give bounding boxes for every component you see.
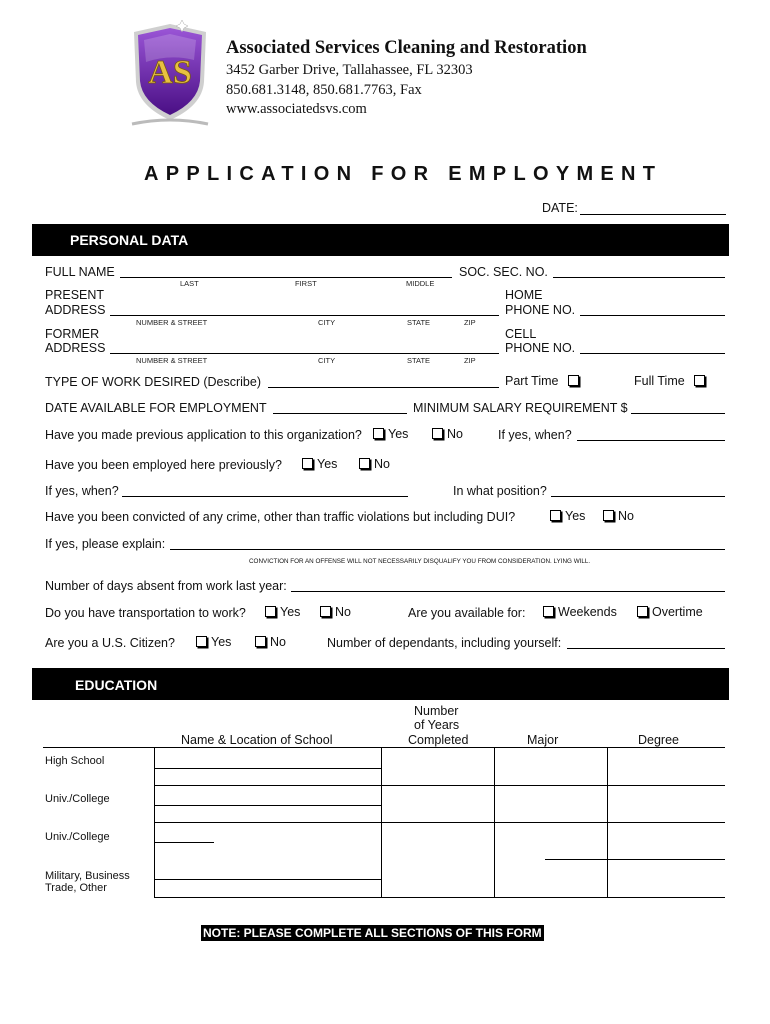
row-line bbox=[154, 822, 725, 823]
date-available-label: DATE AVAILABLE FOR EMPLOYMENT bbox=[45, 401, 267, 415]
min-salary-field[interactable] bbox=[631, 413, 725, 414]
part-time-checkbox[interactable] bbox=[568, 375, 579, 386]
citizen-label: Are you a U.S. Citizen? bbox=[45, 636, 175, 650]
sub-street: NUMBER & STREET bbox=[136, 356, 208, 365]
present-address-label: ADDRESS bbox=[45, 303, 106, 317]
home-phone-field[interactable] bbox=[580, 315, 725, 316]
yes-label: Yes bbox=[211, 635, 232, 649]
sub-city: CITY bbox=[318, 356, 336, 365]
dependants-label: Number of dependants, including yourself: bbox=[327, 636, 562, 650]
col-divider bbox=[607, 747, 608, 898]
row-label-military: Military, Business bbox=[45, 870, 130, 882]
yes-label: Yes bbox=[317, 457, 338, 471]
row-label-college-2: Univ./College bbox=[45, 831, 110, 843]
row-line bbox=[545, 859, 725, 860]
former-address-field[interactable] bbox=[110, 353, 499, 354]
transportation-label: Do you have transportation to work? bbox=[45, 606, 246, 620]
col-school-header: Name & Location of School bbox=[181, 733, 333, 747]
col-years-header-3: Completed bbox=[408, 733, 469, 747]
full-name-field[interactable] bbox=[120, 277, 452, 278]
no-label: No bbox=[447, 427, 463, 441]
citizen-yes-checkbox[interactable] bbox=[196, 636, 207, 647]
home-label: HOME bbox=[505, 288, 543, 302]
present-label: PRESENT bbox=[45, 288, 105, 302]
overtime-checkbox[interactable] bbox=[637, 606, 648, 617]
employed-when-field[interactable] bbox=[122, 496, 408, 497]
employed-when-label: If yes, when? bbox=[45, 484, 119, 498]
citizen-no-checkbox[interactable] bbox=[255, 636, 266, 647]
school-line bbox=[154, 842, 214, 843]
company-address: 3452 Garber Drive, Tallahassee, FL 32303 bbox=[226, 62, 473, 78]
sub-street: NUMBER & STREET bbox=[136, 318, 208, 327]
table-bottom-line bbox=[154, 897, 725, 898]
employed-before-no-checkbox[interactable] bbox=[359, 458, 370, 469]
convicted-no[interactable] bbox=[603, 509, 634, 523]
personal-data-header bbox=[32, 224, 729, 256]
transportation-yes-checkbox[interactable] bbox=[265, 606, 276, 617]
citizen-no[interactable] bbox=[255, 635, 286, 649]
education-header bbox=[32, 668, 729, 700]
completion-note: NOTE: PLEASE COMPLETE ALL SECTIONS OF THIS FORM bbox=[203, 926, 542, 940]
cell-phone-label: PHONE NO. bbox=[505, 341, 576, 355]
sub-zip: ZIP bbox=[464, 356, 476, 365]
convicted-no-checkbox[interactable] bbox=[603, 510, 614, 521]
sub-state: STATE bbox=[407, 318, 431, 327]
overtime-option[interactable] bbox=[637, 605, 703, 619]
work-type-label: TYPE OF WORK DESIRED (Describe) bbox=[45, 375, 261, 389]
full-time-label: Full Time bbox=[634, 374, 685, 388]
overtime-label: Overtime bbox=[652, 605, 703, 619]
transportation-no-checkbox[interactable] bbox=[320, 606, 331, 617]
sub-state: STATE bbox=[407, 356, 431, 365]
company-name: Associated Services Cleaning and Restoration bbox=[226, 38, 587, 58]
yes-label: Yes bbox=[565, 509, 586, 523]
company-logo bbox=[124, 20, 216, 130]
weekends-checkbox[interactable] bbox=[543, 606, 554, 617]
days-absent-label: Number of days absent from work last year: bbox=[45, 579, 287, 593]
transportation-no[interactable] bbox=[320, 605, 351, 619]
convicted-yes-checkbox[interactable] bbox=[550, 510, 561, 521]
sub-last: LAST bbox=[180, 279, 199, 288]
date-available-field[interactable] bbox=[273, 413, 407, 414]
transportation-yes[interactable] bbox=[265, 605, 300, 619]
education-title: EDUCATION bbox=[75, 677, 158, 693]
dependants-field[interactable] bbox=[567, 648, 725, 649]
employed-before-label: Have you been employed here previously? bbox=[45, 458, 282, 472]
position-field[interactable] bbox=[551, 496, 725, 497]
date-field[interactable] bbox=[580, 214, 726, 215]
days-absent-field[interactable] bbox=[291, 591, 725, 592]
no-label: No bbox=[618, 509, 634, 523]
position-label: In what position? bbox=[453, 484, 547, 498]
sub-first: FIRST bbox=[295, 279, 317, 288]
row-label-military-2: Trade, Other bbox=[45, 882, 107, 894]
ssn-field[interactable] bbox=[553, 277, 725, 278]
employed-before-no[interactable] bbox=[359, 457, 390, 471]
col-major-header: Major bbox=[527, 733, 559, 747]
sub-zip: ZIP bbox=[464, 318, 476, 327]
company-website: www.associatedsvs.com bbox=[226, 101, 367, 117]
school-line bbox=[154, 879, 381, 880]
prev-application-no-checkbox[interactable] bbox=[432, 428, 443, 439]
prev-application-when-field[interactable] bbox=[577, 440, 725, 441]
part-time-label: Part Time bbox=[505, 374, 559, 388]
employed-before-yes[interactable] bbox=[302, 457, 337, 471]
prev-application-no[interactable] bbox=[432, 427, 463, 441]
table-top-line bbox=[43, 747, 725, 748]
company-phones: 850.681.3148, 850.681.7763, Fax bbox=[226, 82, 422, 98]
sub-middle: MIDDLE bbox=[406, 279, 435, 288]
personal-data-title: PERSONAL DATA bbox=[70, 232, 189, 248]
row-label-high-school: High School bbox=[45, 755, 105, 767]
convicted-yes[interactable] bbox=[550, 509, 585, 523]
row-line bbox=[154, 785, 725, 786]
no-label: No bbox=[374, 457, 390, 471]
citizen-yes[interactable] bbox=[196, 635, 231, 649]
weekends-label: Weekends bbox=[558, 605, 617, 619]
convicted-label: Have you been convicted of any crime, other than traffic violations but including DUI? bbox=[45, 510, 516, 524]
conviction-note: CONVICTION FOR AN OFFENSE WILL NOT NECESSARILY DISQUALIFY YOU FROM CONSIDERATION. LYING WILL. bbox=[249, 558, 591, 565]
explain-label: If yes, please explain: bbox=[45, 537, 166, 551]
cell-phone-field[interactable] bbox=[580, 353, 725, 354]
home-phone-label: PHONE NO. bbox=[505, 303, 576, 317]
prev-application-yes[interactable] bbox=[373, 427, 408, 441]
present-address-field[interactable] bbox=[110, 315, 499, 316]
no-label: No bbox=[335, 605, 351, 619]
school-line bbox=[154, 805, 381, 806]
prev-application-when-label: If yes, when? bbox=[498, 428, 572, 442]
explain-field[interactable] bbox=[170, 549, 725, 550]
part-time-option[interactable] bbox=[505, 374, 583, 388]
ssn-label: SOC. SEC. NO. bbox=[459, 265, 548, 279]
available-for-label: Are you available for: bbox=[408, 606, 526, 620]
full-time-checkbox[interactable] bbox=[694, 375, 705, 386]
col-years-header-1: Number bbox=[414, 704, 459, 718]
prev-application-yes-checkbox[interactable] bbox=[373, 428, 384, 439]
min-salary-label: MINIMUM SALARY REQUIREMENT $ bbox=[413, 401, 628, 415]
form-title: APPLICATION FOR EMPLOYMENT bbox=[144, 163, 663, 185]
former-address-label: ADDRESS bbox=[45, 341, 106, 355]
cell-label: CELL bbox=[505, 327, 537, 341]
former-label: FORMER bbox=[45, 327, 100, 341]
prev-application-label: Have you made previous application to this organization? bbox=[45, 428, 362, 442]
sub-city: CITY bbox=[318, 318, 336, 327]
date-label: DATE: bbox=[542, 201, 578, 215]
col-years-header-2: of Years bbox=[414, 718, 460, 732]
full-time-option[interactable] bbox=[634, 374, 709, 388]
school-line bbox=[154, 768, 381, 769]
col-degree-header: Degree bbox=[638, 733, 679, 747]
employed-before-yes-checkbox[interactable] bbox=[302, 458, 313, 469]
row-label-college-1: Univ./College bbox=[45, 793, 110, 805]
col-divider bbox=[154, 747, 155, 898]
yes-label: Yes bbox=[388, 427, 409, 441]
no-label: No bbox=[270, 635, 286, 649]
weekends-option[interactable] bbox=[543, 605, 617, 619]
logo-lettering: AS bbox=[148, 54, 192, 91]
work-type-field[interactable] bbox=[268, 387, 499, 388]
full-name-label: FULL NAME bbox=[45, 265, 115, 279]
yes-label: Yes bbox=[280, 605, 301, 619]
col-divider bbox=[494, 747, 495, 898]
col-divider bbox=[381, 747, 382, 898]
